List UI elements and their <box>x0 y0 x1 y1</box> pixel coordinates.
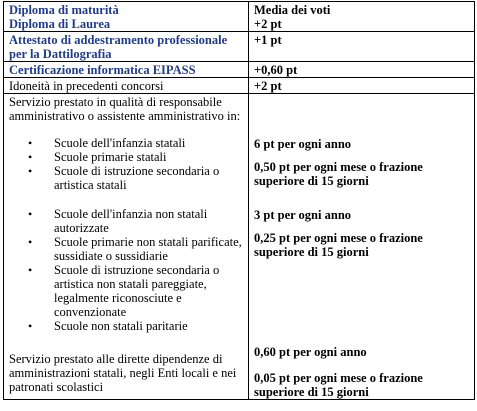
qualification-line: Certificazione informatica EIPASS <box>9 63 196 77</box>
score-line: +2 pt <box>254 17 282 31</box>
score-line: +0,60 pt <box>254 63 298 77</box>
qualification-line: per la Dattilografia <box>9 47 112 61</box>
score-line: Media dei voti <box>254 3 331 17</box>
table-row <box>4 94 475 400</box>
list-item: • Scuole primarie statali <box>9 150 244 164</box>
service-list-non-statali <box>9 207 244 333</box>
score-line: +2 pt <box>254 79 282 93</box>
qualification-line: Idoneità in precedenti concorsi <box>9 79 164 93</box>
qualification-line: Diploma di maturità <box>9 3 119 17</box>
qualification-cell <box>4 62 249 78</box>
score-text: 6 pt per ogni anno <box>254 137 352 151</box>
list-item: • Scuole di istruzione secondaria o artistica non statali pareggiate, legalmente riconosciute e convenzionate <box>9 263 244 319</box>
qualification-cell <box>4 78 249 94</box>
score-text: 0,50 pt per ogni mese o frazione superiore di 15 giorni <box>254 160 423 188</box>
table-row <box>4 32 475 62</box>
score-line: +1 pt <box>254 33 282 47</box>
table-row <box>4 2 475 32</box>
service-cell <box>4 94 249 400</box>
score-text: 0,25 pt per ogni mese o frazione superiore di 15 giorni <box>254 231 423 259</box>
service-other-text: Servizio prestato alle dirette dipendenze di amministrazioni statali, negli Enti locali e nei patronati scolastici <box>9 352 237 394</box>
list-item: • Scuole non statali paritarie <box>9 319 244 333</box>
service-intro: Servizio prestato in qualità di responsabile amministrativo o assistente amministrativo in: <box>9 95 241 123</box>
score-text: 0,60 pt per ogni anno <box>254 345 367 359</box>
qualification-cell <box>4 32 249 62</box>
list-item: • Scuole primarie non statali parificate, sussidiate o sussidiarie <box>9 235 244 263</box>
score-text: 3 pt per ogni anno <box>254 208 352 222</box>
service-list-statali <box>9 136 244 192</box>
service-score-cell <box>249 94 475 400</box>
scoring-table <box>3 1 475 400</box>
table-row <box>4 78 475 94</box>
list-item: • Scuole dell'infanzia statali <box>9 136 244 150</box>
qualification-line: Diploma di Laurea <box>9 17 111 31</box>
table-row <box>4 62 475 78</box>
score-text: 0,05 pt per ogni mese o frazione superiore di 15 giorni <box>254 371 423 399</box>
list-item: • Scuole di istruzione secondaria o artistica statali <box>9 164 244 192</box>
score-cell <box>249 62 475 78</box>
qualification-line: Attestato di addestramento professionale <box>9 33 228 47</box>
score-cell <box>249 32 475 62</box>
score-cell <box>249 2 475 32</box>
list-item: • Scuole dell'infanzia non statali autorizzate <box>9 207 244 235</box>
score-cell <box>249 78 475 94</box>
qualification-cell <box>4 2 249 32</box>
